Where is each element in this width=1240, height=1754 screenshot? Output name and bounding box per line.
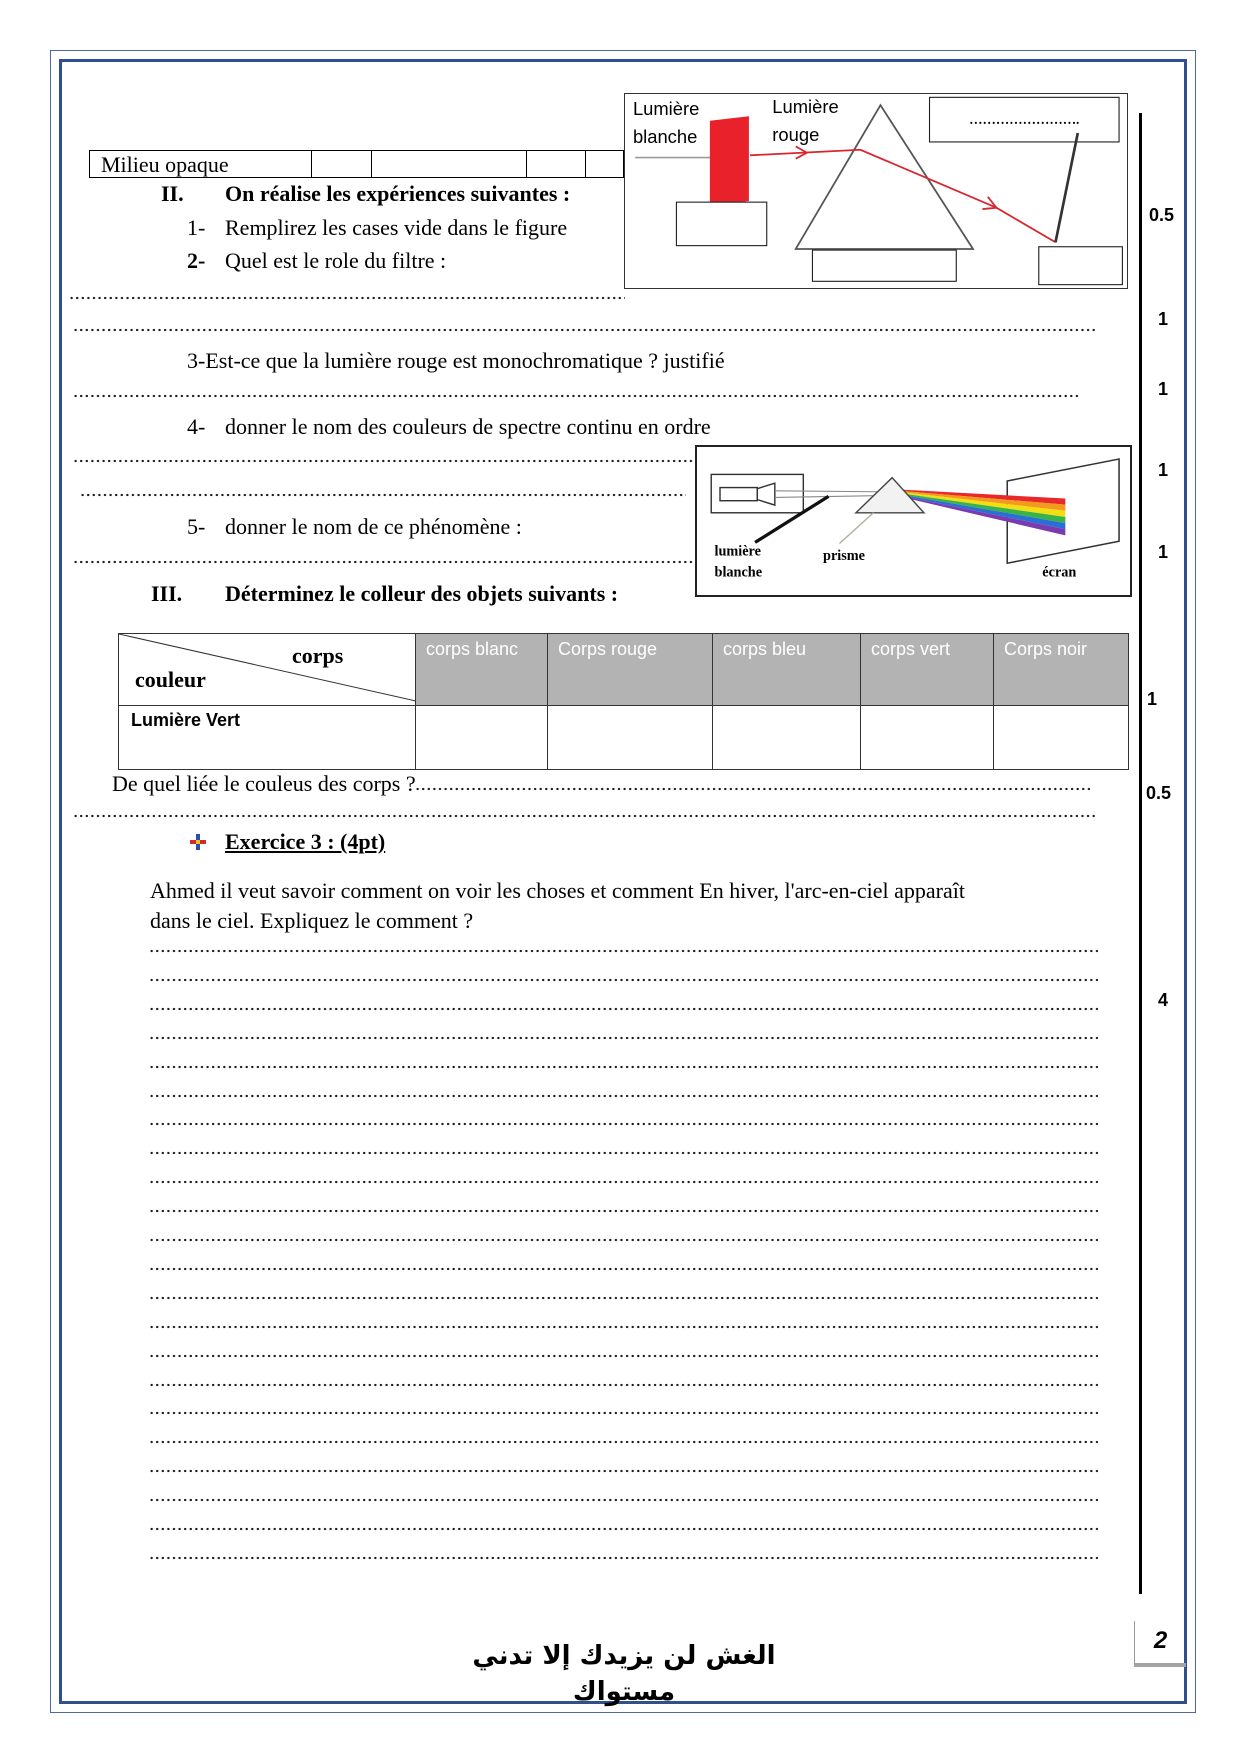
- question-5-number: 5-: [187, 514, 206, 539]
- score-column-line: [1139, 113, 1142, 1594]
- table-cell: [527, 151, 586, 177]
- answer-line: [150, 1180, 1098, 1184]
- color-table: [118, 633, 1129, 770]
- answer-line: [150, 1151, 1098, 1155]
- answer-line: [150, 978, 1098, 982]
- question-1-number: 1-: [187, 215, 206, 240]
- white-light-label-1: Lumière: [632, 98, 700, 120]
- answer-line: [150, 1411, 1098, 1415]
- answer-line: [70, 296, 625, 300]
- score-mark: 1: [1158, 460, 1169, 480]
- exercise-3-text-line-2: dans le ciel. Expliquez le comment ?: [150, 908, 474, 933]
- answer-line: [150, 1469, 1098, 1473]
- answer-line: [74, 814, 1098, 818]
- screen-line: [1056, 133, 1078, 242]
- answer-line: [150, 1267, 1098, 1271]
- corner-top-label: corps: [292, 643, 344, 668]
- answer-line: [150, 1440, 1098, 1444]
- score-mark: 0.5: [1146, 783, 1172, 803]
- answer-line: [416, 787, 1093, 791]
- answer-cell: [713, 706, 861, 770]
- score-mark: 4: [1158, 990, 1169, 1010]
- score-mark: 1: [1158, 309, 1169, 329]
- table-cell: [372, 151, 527, 177]
- answer-line: [74, 394, 1079, 398]
- question-2-text: Quel est le role du filtre :: [225, 248, 447, 273]
- answer-line: [150, 1527, 1098, 1531]
- answer-line: [150, 1383, 1098, 1387]
- section-3-title: Déterminez le colleur des objets suivants :: [225, 581, 619, 606]
- opacity-table-row: [89, 150, 624, 178]
- white-light-label-2: blanche: [632, 126, 698, 148]
- section-3-number: III.: [151, 581, 183, 606]
- empty-answer-box-filter: [676, 202, 766, 245]
- dotted-box-text: …………………….: [969, 112, 1080, 128]
- section-2-number: II.: [161, 181, 184, 206]
- row-label-lumiere-vert: Lumière Vert: [119, 706, 416, 770]
- header-corps-rouge: Corps rouge: [548, 634, 713, 706]
- footer-motto: الغش لن يزيدك إلا تدني مستواك: [472, 1641, 776, 1707]
- row-label-milieu-opaque: Milieu opaque: [90, 151, 312, 177]
- header-corps-noir: Corps noir: [994, 634, 1129, 706]
- answer-line: [74, 328, 1098, 332]
- table-corner-cell: [119, 634, 416, 706]
- answer-line: [74, 459, 694, 463]
- answer-line: [150, 1094, 1098, 1098]
- exercise-3-text-line-1: Ahmed il veut savoir comment on voir les choses et comment En hiver, l'arc-en-ciel apparaît: [150, 878, 965, 903]
- corner-bottom-label: couleur: [135, 667, 206, 692]
- followup-question-text: De quel liée le couleus des corps ?: [112, 771, 416, 796]
- dispersion-diagram: [697, 447, 1130, 595]
- answer-line: [150, 1007, 1098, 1011]
- filter-prism-diagram: [625, 94, 1127, 288]
- question-2-number: 2-: [187, 248, 206, 273]
- prism-label: prisme: [823, 547, 866, 564]
- empty-answer-box-prism: [812, 250, 956, 281]
- bullet-arrow-icon: [189, 833, 207, 851]
- answer-line: [150, 1296, 1098, 1300]
- answer-line: [150, 1325, 1098, 1329]
- score-mark: 1: [1158, 379, 1169, 399]
- screen-label: écran: [1042, 564, 1077, 581]
- question-3-text: 3-Est-ce que la lumière rouge est monochromatique ? justifié: [187, 348, 725, 373]
- header-corps-bleu: corps bleu: [713, 634, 861, 706]
- answer-line: [150, 1498, 1098, 1502]
- answer-line: [81, 493, 686, 497]
- answer-cell: [861, 706, 994, 770]
- question-1-text: Remplirez les cases vide dans le figure: [225, 215, 568, 240]
- answer-cell: [416, 706, 548, 770]
- filter-prism-figure: [624, 93, 1128, 289]
- followup-question: [112, 772, 1093, 796]
- white-light-label-1: lumière: [714, 543, 761, 560]
- red-light-label-2: rouge: [772, 123, 820, 145]
- empty-answer-box-screen: [1039, 247, 1123, 285]
- dispersion-figure: [695, 445, 1132, 597]
- red-light-label-1: Lumière: [772, 95, 839, 117]
- exercise-3-title: Exercice 3 : (4pt): [225, 829, 386, 854]
- answer-line: [150, 1238, 1098, 1242]
- question-5-text: donner le nom de ce phénomène :: [225, 514, 522, 539]
- header-corps-blanc: corps blanc: [416, 634, 548, 706]
- table-cell: [586, 151, 623, 177]
- score-mark: 1: [1147, 689, 1158, 709]
- score-mark: 1: [1158, 542, 1169, 562]
- answer-line: [150, 949, 1098, 953]
- answer-cell: [548, 706, 713, 770]
- score-mark: 0.5: [1149, 205, 1175, 225]
- page-number: 2: [1134, 1621, 1186, 1667]
- answer-line: [150, 1556, 1098, 1560]
- answer-line: [150, 1036, 1098, 1040]
- answer-line: [150, 1354, 1098, 1358]
- question-4-text: donner le nom des couleurs de spectre continu en ordre: [225, 414, 711, 439]
- answer-line: [150, 1209, 1098, 1213]
- answer-line: [150, 1065, 1098, 1069]
- red-filter: [710, 116, 749, 205]
- answer-line: [74, 560, 694, 564]
- answer-cell: [994, 706, 1129, 770]
- question-4-number: 4-: [187, 414, 206, 439]
- table-cell: [312, 151, 372, 177]
- red-light-ray: [750, 150, 1055, 243]
- white-light-label-2: blanche: [714, 564, 763, 581]
- section-2-title: On réalise les expériences suivantes :: [225, 181, 571, 206]
- header-corps-vert: corps vert: [861, 634, 994, 706]
- lamp-icon: [720, 488, 757, 501]
- prism-pointer-line: [840, 513, 874, 544]
- answer-line: [150, 1122, 1098, 1126]
